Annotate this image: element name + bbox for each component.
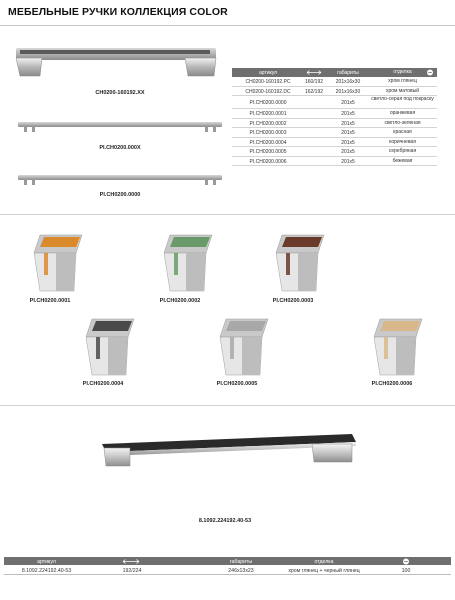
cell-spacing: 160/192 xyxy=(304,79,324,85)
cell-finish: коричневая xyxy=(389,138,416,145)
cell-spacing: 162/192 xyxy=(304,88,324,95)
handle-bottom-image xyxy=(90,430,370,480)
table-row xyxy=(232,157,437,167)
cell-dimensions: 201x5 xyxy=(341,100,355,106)
table-row xyxy=(232,128,437,138)
table-row xyxy=(232,109,437,119)
page-title: МЕБЕЛЬНЫЕ РУЧКИ КОЛЛЕКЦИЯ COLOR xyxy=(8,6,228,18)
insert-product-image xyxy=(34,235,82,291)
table-row xyxy=(232,87,437,97)
cell-spacing: 192/224 xyxy=(122,568,142,574)
cell-dimensions: 201x16x30 xyxy=(335,79,361,85)
box-icon xyxy=(426,69,434,76)
insert-product-image xyxy=(374,319,422,375)
arrow-both-icon xyxy=(122,559,140,564)
page-header xyxy=(0,0,455,26)
insert-caption: PI.CH0200.0005 xyxy=(216,381,258,387)
cell-finish: серебряная xyxy=(388,148,417,154)
cell-article: PI.CH0200.0002 xyxy=(249,120,287,127)
box-icon xyxy=(402,558,410,565)
cell-article: PI.CH0200.0003 xyxy=(249,130,287,136)
header-finish: отделка xyxy=(314,558,334,565)
cell-dimensions: 201x5 xyxy=(341,120,355,127)
header-article: артикул xyxy=(258,70,278,76)
cell-finish: хром глянец xyxy=(388,78,417,84)
spec-table-header xyxy=(232,68,437,77)
cell-article: PI.CH0200.0001 xyxy=(249,111,287,117)
insert-product-image xyxy=(276,235,324,291)
insert-caption: PI.CH0200.0002 xyxy=(159,298,201,304)
cell-finish: красная xyxy=(393,129,412,135)
cell-article: PI.CH0200.0005 xyxy=(249,149,287,155)
header-dimensions: габариты xyxy=(229,558,253,565)
table-row xyxy=(232,77,437,87)
table-row xyxy=(232,119,437,129)
cell-article: PI.CH0200.0000 xyxy=(249,100,287,106)
cell-finish: хром матовый xyxy=(385,87,420,94)
table-row xyxy=(232,147,437,157)
insert-bar-image xyxy=(18,122,222,132)
insert-product-image xyxy=(86,319,134,375)
section-divider xyxy=(0,405,455,406)
arrow-both-icon xyxy=(306,70,322,75)
insert-caption: PI.CH0200.0004 xyxy=(82,381,124,387)
header-article: артикул xyxy=(37,558,56,565)
cell-finish: светло-зеленая xyxy=(384,119,421,126)
cell-article: 8.1092.224192.40-53 xyxy=(21,568,72,574)
cell-dimensions: 201x5 xyxy=(341,139,355,146)
cell-dimensions: 201x5 xyxy=(341,158,355,165)
bottom-table xyxy=(4,557,451,575)
table-row xyxy=(232,96,437,109)
cell-article: PI.CH0200.0004 xyxy=(249,139,287,146)
cell-finish: оранжевая xyxy=(389,110,416,116)
product-caption: CH0200-160192.XX xyxy=(95,90,145,96)
header-finish: отделка xyxy=(393,69,412,75)
cell-dimensions: 201x5 xyxy=(341,111,355,117)
cell-article: CH0200-160192.DC xyxy=(245,88,291,95)
spec-table xyxy=(232,68,437,166)
top-products-illustration xyxy=(0,30,230,200)
table-row xyxy=(4,565,451,575)
insert-caption: PI.CH0200.0003 xyxy=(272,298,314,304)
table-row xyxy=(232,138,437,148)
insert-bar-image xyxy=(18,175,222,185)
cell-dimensions: 201x16x30 xyxy=(335,88,361,95)
cell-dimensions: 246x13x23 xyxy=(228,568,254,574)
cell-dimensions: 201x5 xyxy=(341,130,355,136)
cell-finish: светло-серая под покраску xyxy=(371,96,434,102)
cell-dimensions: 201x5 xyxy=(341,149,355,155)
insert-caption: PI.CH0200.0006 xyxy=(371,381,413,387)
cell-finish: бежевая xyxy=(392,157,413,164)
product-caption: PI.CH0200.000X xyxy=(99,145,141,151)
cell-pack-qty: 100 xyxy=(401,568,411,574)
cell-article: CH0200-160192.PC xyxy=(245,79,291,85)
cell-finish: хром глянец + черный глянец xyxy=(288,568,360,574)
handle-main-image xyxy=(16,48,216,76)
insert-product-image xyxy=(220,319,268,375)
insert-products-illustration xyxy=(0,225,455,395)
product-caption: PI.CH0200.0000 xyxy=(99,192,141,198)
cell-article: PI.CH0200.0006 xyxy=(249,158,287,165)
insert-caption: PI.CH0200.0001 xyxy=(29,298,71,304)
insert-product-image xyxy=(164,235,212,291)
section-divider xyxy=(0,214,455,215)
product-caption: 8.1092.224192.40-53 xyxy=(198,518,252,524)
bottom-table-header xyxy=(4,557,451,565)
header-dimensions: габариты xyxy=(337,70,359,76)
